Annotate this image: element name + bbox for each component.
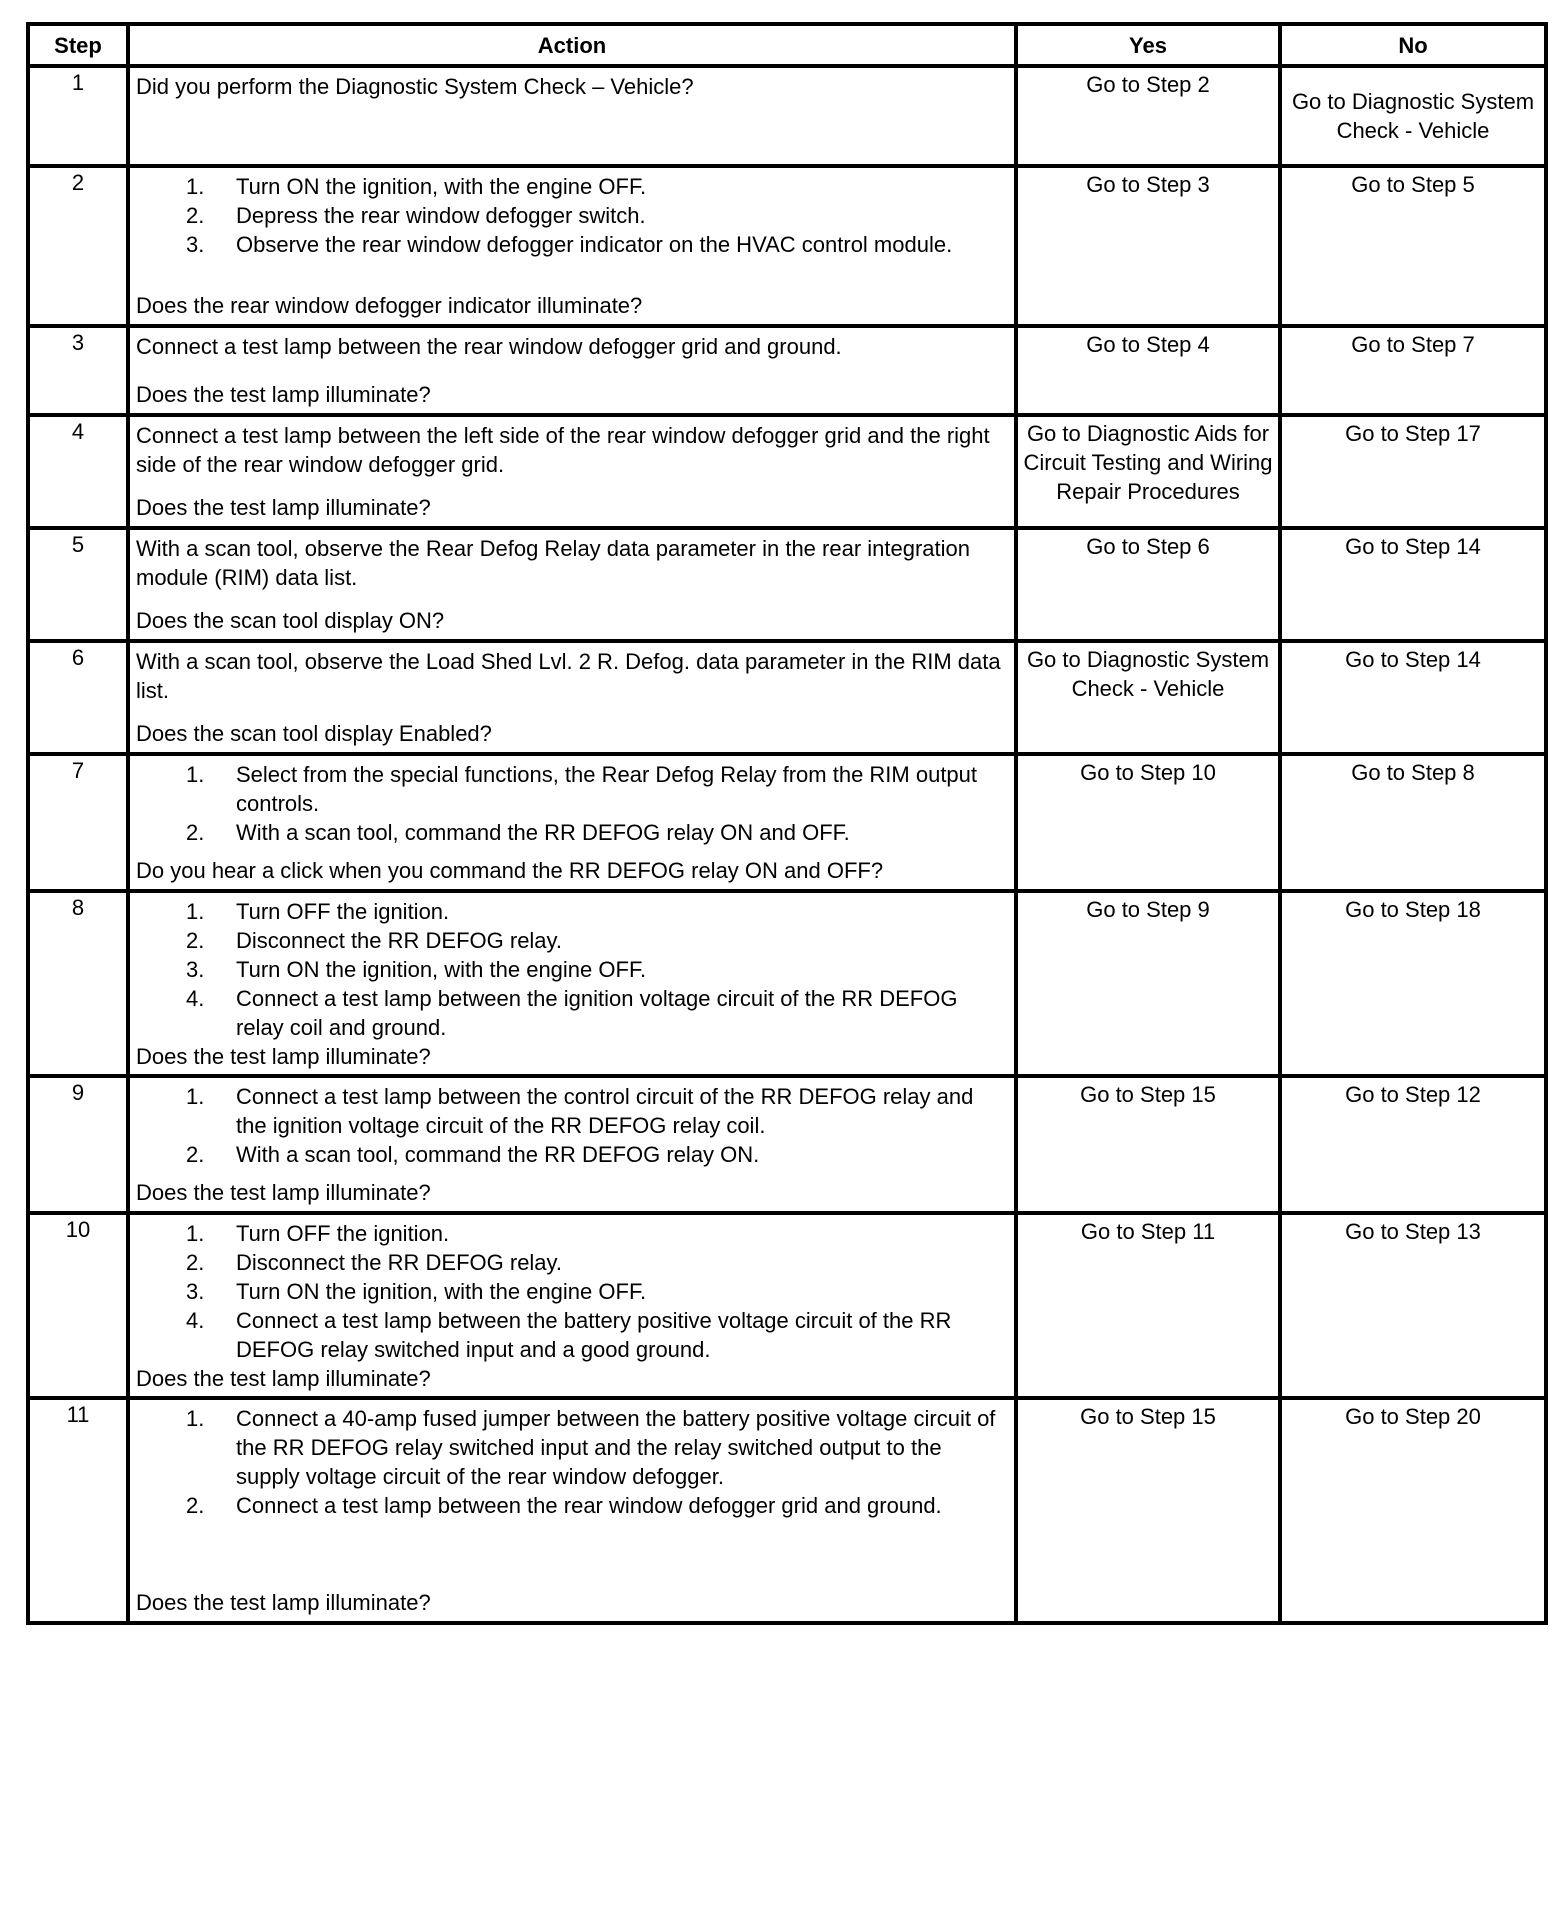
step-number: 9 <box>28 1076 128 1213</box>
yes-result: Go to Step 15 <box>1016 1076 1280 1213</box>
step-number: 4 <box>28 415 128 528</box>
action-content <box>136 421 1010 522</box>
table-row <box>28 1076 1546 1213</box>
list-item-text: Connect a test lamp between the battery positive voltage circuit of the RR DEFOG relay switched input and a good ground. <box>236 1308 952 1362</box>
list-item-text: Turn ON the ignition, with the engine OFF. <box>236 1279 647 1304</box>
no-result: Go to Step 14 <box>1280 641 1546 754</box>
step-number: 7 <box>28 754 128 891</box>
list-item-text: Connect a test lamp between the ignition voltage circuit of the RR DEFOG relay coil and ground. <box>236 986 958 1040</box>
action-question: Do you hear a click when you command the RR DEFOG relay ON and OFF? <box>136 858 884 883</box>
table-row <box>28 166 1546 326</box>
action-content <box>136 1082 1010 1207</box>
list-item-text: Turn ON the ignition, with the engine OFF. <box>236 957 647 982</box>
action-instructions <box>136 172 1010 259</box>
action-content <box>136 760 1010 885</box>
action-cell <box>128 528 1016 641</box>
table-row <box>28 528 1546 641</box>
action-instructions <box>136 897 1010 1042</box>
action-question: Does the test lamp illuminate? <box>136 1180 431 1205</box>
yes-result: Go to Step 10 <box>1016 754 1280 891</box>
action-content <box>136 1404 1010 1617</box>
table-row <box>28 1213 1546 1398</box>
action-question: Does the test lamp illuminate? <box>136 1590 431 1615</box>
action-lead-text: With a scan tool, observe the Rear Defog Relay data parameter in the rear integration module (RIM) data list. <box>136 536 971 590</box>
action-cell <box>128 641 1016 754</box>
list-item <box>136 1306 1010 1364</box>
action-content <box>136 647 1010 748</box>
list-item-text: Disconnect the RR DEFOG relay. <box>236 928 563 953</box>
action-instructions <box>136 534 1010 592</box>
table-row <box>28 326 1546 415</box>
list-item-text: Connect a 40-amp fused jumper between the battery positive voltage circuit of the RR DEFOG relay switched input and the relay switched output to the supply voltage circuit of the rear window defogger. <box>236 1406 996 1489</box>
action-cell <box>128 415 1016 528</box>
list-item-text: Depress the rear window defogger switch. <box>236 203 646 228</box>
list-item-text: Turn OFF the ignition. <box>236 1221 450 1246</box>
list-item <box>136 984 1010 1042</box>
action-cell <box>128 326 1016 415</box>
list-item-number: 2. <box>186 1142 205 1167</box>
list-item <box>136 897 1010 926</box>
list-item-number: 3. <box>186 232 205 257</box>
list-item <box>136 1082 1010 1140</box>
list-item <box>136 230 1010 259</box>
list-item-number: 2. <box>186 1493 205 1518</box>
action-question: Does the test lamp illuminate? <box>136 495 431 520</box>
step-number: 5 <box>28 528 128 641</box>
list-item <box>136 1491 1010 1520</box>
action-content <box>136 534 1010 635</box>
list-item <box>136 1140 1010 1169</box>
yes-result: Go to Step 15 <box>1016 1398 1280 1623</box>
table-row <box>28 891 1546 1076</box>
list-item <box>136 1219 1010 1248</box>
action-content <box>136 897 1010 1070</box>
step-number: 10 <box>28 1213 128 1398</box>
action-question: Does the scan tool display Enabled? <box>136 721 492 746</box>
yes-result: Go to Step 9 <box>1016 891 1280 1076</box>
action-instructions <box>136 421 1010 479</box>
action-lead-text: Connect a test lamp between the rear window defogger grid and ground. <box>136 334 842 359</box>
no-result: Go to Step 18 <box>1280 891 1546 1076</box>
substep-list <box>136 1404 1010 1520</box>
yes-result: Go to Diagnostic Aids for Circuit Testing and Wiring Repair Procedures <box>1016 415 1280 528</box>
list-item-number: 4. <box>186 1308 205 1333</box>
action-cell <box>128 754 1016 891</box>
yes-result: Go to Step 3 <box>1016 166 1280 326</box>
list-item <box>136 1404 1010 1491</box>
action-cell <box>128 66 1016 166</box>
header-row <box>28 24 1546 66</box>
action-cell <box>128 1076 1016 1213</box>
list-item <box>136 955 1010 984</box>
action-question: Does the rear window defogger indicator illuminate? <box>136 293 643 318</box>
list-item-text: Turn ON the ignition, with the engine OFF. <box>236 174 647 199</box>
list-item-number: 1. <box>186 174 205 199</box>
step-number: 11 <box>28 1398 128 1623</box>
list-item <box>136 818 1010 847</box>
action-lead-text: Connect a test lamp between the left side of the rear window defogger grid and the right side of the rear window defogger grid. <box>136 423 990 477</box>
table-row <box>28 641 1546 754</box>
list-item-number: 3. <box>186 957 205 982</box>
header-no: No <box>1280 24 1546 66</box>
list-item-number: 2. <box>186 928 205 953</box>
yes-result: Go to Step 6 <box>1016 528 1280 641</box>
action-instructions <box>136 1219 1010 1364</box>
step-number: 2 <box>28 166 128 326</box>
no-result: Go to Step 8 <box>1280 754 1546 891</box>
table-body <box>28 66 1546 1623</box>
list-item-number: 2. <box>186 203 205 228</box>
list-item <box>136 760 1010 818</box>
header-yes: Yes <box>1016 24 1280 66</box>
list-item-text: Disconnect the RR DEFOG relay. <box>236 1250 563 1275</box>
list-item <box>136 201 1010 230</box>
step-number: 1 <box>28 66 128 166</box>
no-result: Go to Step 7 <box>1280 326 1546 415</box>
action-cell <box>128 1398 1016 1623</box>
no-result: Go to Step 14 <box>1280 528 1546 641</box>
yes-result: Go to Step 11 <box>1016 1213 1280 1398</box>
action-cell <box>128 891 1016 1076</box>
action-instructions <box>136 760 1010 847</box>
list-item-number: 1. <box>186 1221 205 1246</box>
action-content <box>136 172 1010 320</box>
action-question: Does the scan tool display ON? <box>136 608 445 633</box>
no-result: Go to Step 13 <box>1280 1213 1546 1398</box>
diagnostic-table <box>26 22 1548 1625</box>
table-row <box>28 754 1546 891</box>
list-item-text: Connect a test lamp between the control circuit of the RR DEFOG relay and the ignition voltage circuit of the RR DEFOG relay coil. <box>236 1084 974 1138</box>
list-item <box>136 172 1010 201</box>
substep-list <box>136 172 1010 259</box>
table-row <box>28 415 1546 528</box>
no-result: Go to Step 17 <box>1280 415 1546 528</box>
header-step: Step <box>28 24 128 66</box>
step-number: 8 <box>28 891 128 1076</box>
action-cell <box>128 1213 1016 1398</box>
list-item-text: Select from the special functions, the Rear Defog Relay from the RIM output controls. <box>236 762 978 816</box>
no-result: Go to Step 20 <box>1280 1398 1546 1623</box>
list-item-text: With a scan tool, command the RR DEFOG relay ON and OFF. <box>236 820 850 845</box>
no-result: Go to Step 5 <box>1280 166 1546 326</box>
action-lead-text: With a scan tool, observe the Load Shed Lvl. 2 R. Defog. data parameter in the RIM data list. <box>136 649 1001 703</box>
action-instructions <box>136 1404 1010 1520</box>
action-question: Does the test lamp illuminate? <box>136 1366 431 1391</box>
action-question: Does the test lamp illuminate? <box>136 382 431 407</box>
table-row <box>28 66 1546 166</box>
action-lead-text: Did you perform the Diagnostic System Check – Vehicle? <box>136 74 694 99</box>
action-content <box>136 1219 1010 1392</box>
no-result: Go to Step 12 <box>1280 1076 1546 1213</box>
step-number: 6 <box>28 641 128 754</box>
list-item-text: With a scan tool, command the RR DEFOG relay ON. <box>236 1142 760 1167</box>
list-item <box>136 1277 1010 1306</box>
action-instructions <box>136 1082 1010 1169</box>
action-instructions <box>136 332 1010 361</box>
substep-list <box>136 897 1010 1042</box>
action-question: Does the test lamp illuminate? <box>136 1044 431 1069</box>
list-item-number: 2. <box>186 820 205 845</box>
action-instructions <box>136 647 1010 705</box>
list-item-number: 1. <box>186 899 205 924</box>
yes-result: Go to Diagnostic System Check - Vehicle <box>1016 641 1280 754</box>
substep-list <box>136 1082 1010 1169</box>
list-item <box>136 1248 1010 1277</box>
yes-result: Go to Step 4 <box>1016 326 1280 415</box>
list-item-number: 3. <box>186 1279 205 1304</box>
action-instructions <box>136 72 1010 101</box>
list-item-text: Connect a test lamp between the rear window defogger grid and ground. <box>236 1493 942 1518</box>
action-content <box>136 332 1010 409</box>
list-item-number: 2. <box>186 1250 205 1275</box>
list-item-number: 1. <box>186 1406 205 1431</box>
step-number: 3 <box>28 326 128 415</box>
substep-list <box>136 1219 1010 1364</box>
action-content <box>136 72 1010 160</box>
list-item-text: Observe the rear window defogger indicator on the HVAC control module. <box>236 232 953 257</box>
action-cell <box>128 166 1016 326</box>
yes-result: Go to Step 2 <box>1016 66 1280 166</box>
table-row <box>28 1398 1546 1623</box>
substep-list <box>136 760 1010 847</box>
list-item <box>136 926 1010 955</box>
list-item-text: Turn OFF the ignition. <box>236 899 450 924</box>
no-result: Go to Diagnostic System Check - Vehicle <box>1280 66 1546 166</box>
list-item-number: 1. <box>186 1084 205 1109</box>
header-action: Action <box>128 24 1016 66</box>
list-item-number: 1. <box>186 762 205 787</box>
list-item-number: 4. <box>186 986 205 1011</box>
